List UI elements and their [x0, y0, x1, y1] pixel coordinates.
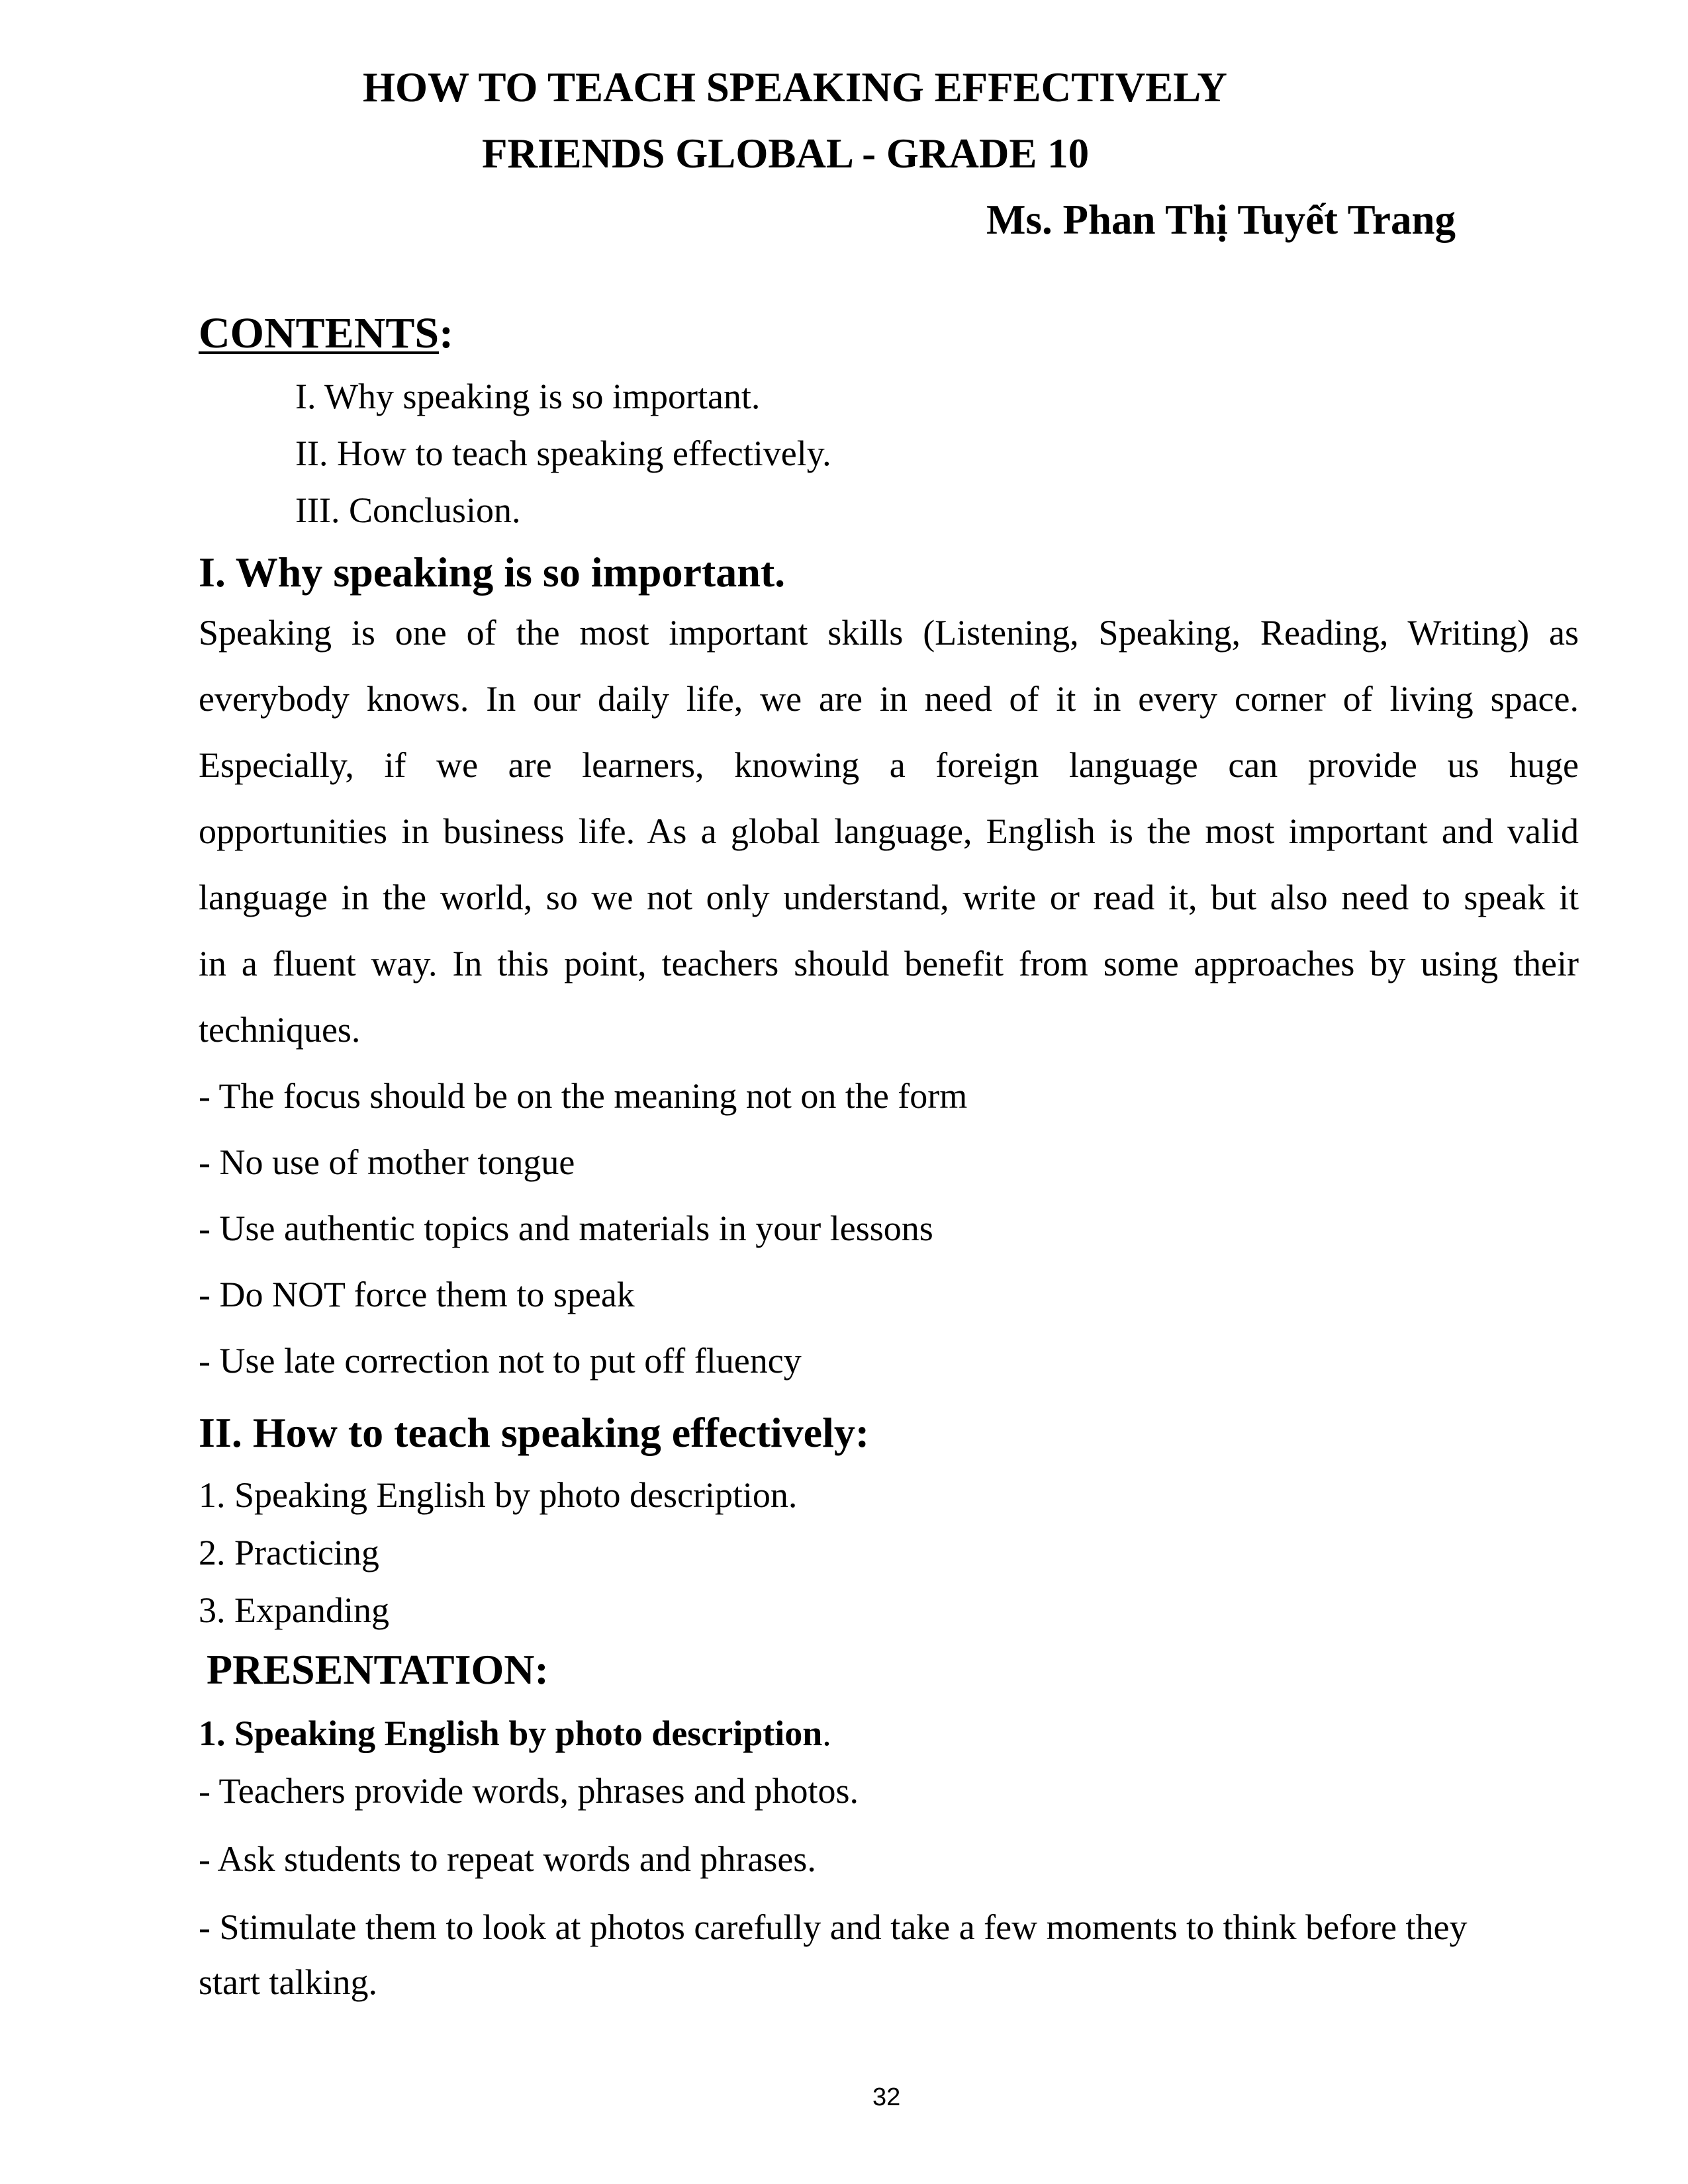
section-1-paragraph-line-1: Speaking is one of the most important skills (Listening, Speaking, Reading, Writing) as — [199, 613, 1579, 653]
presentation-step: - Ask students to repeat words and phrases. — [199, 1839, 816, 1879]
section-1-bullet: - The focus should be on the meaning not on the form — [199, 1076, 968, 1116]
page-number: 32 — [872, 2083, 901, 2111]
contents-heading — [199, 308, 453, 359]
section-1-paragraph-line-2: everybody knows. In our daily life, we are in need of it in every corner of living space. — [199, 679, 1579, 719]
section-1-bullet: - Use authentic topics and materials in your lessons — [199, 1208, 933, 1248]
presentation-heading: PRESENTATION: — [207, 1646, 549, 1693]
presentation-subheading — [199, 1713, 831, 1754]
presentation-step: - Teachers provide words, phrases and photos. — [199, 1771, 859, 1811]
section-2-heading: II. How to teach speaking effectively: — [199, 1409, 870, 1456]
document-title: HOW TO TEACH SPEAKING EFFECTIVELY — [363, 64, 1227, 111]
contents-heading-text: CONTENTS — [199, 309, 440, 357]
section-1-bullet: - Use late correction not to put off fluency — [199, 1341, 802, 1381]
document-subtitle: FRIENDS GLOBAL - GRADE 10 — [482, 130, 1090, 177]
toc-item-1: I. Why speaking is so important. — [295, 377, 761, 416]
presentation-subheading-text: 1. Speaking English by photo description — [199, 1713, 823, 1753]
section-2-item-3: 3. Expanding — [199, 1590, 389, 1630]
section-1-bullet: - No use of mother tongue — [199, 1142, 575, 1182]
presentation-subheading-period: . — [822, 1713, 831, 1753]
section-1-paragraph-line-4: opportunities in business life. As a global language, English is the most important and valid — [199, 811, 1579, 851]
section-1-paragraph-line-3: Especially, if we are learners, knowing a foreign language can provide us huge — [199, 745, 1579, 785]
section-1-bullet: - Do NOT force them to speak — [199, 1275, 635, 1314]
section-1-paragraph-line-5: language in the world, so we not only understand, write or read it, but also need to speak it — [199, 878, 1579, 917]
section-1-paragraph-line-6: in a fluent way. In this point, teachers should benefit from some approaches by using their — [199, 944, 1579, 983]
section-1-heading: I. Why speaking is so important. — [199, 549, 786, 596]
section-1-paragraph-line-7: techniques. — [199, 1010, 361, 1050]
toc-item-3: III. Conclusion. — [295, 490, 521, 530]
section-2-item-2: 2. Practicing — [199, 1533, 379, 1572]
presentation-step: start talking. — [199, 1962, 377, 2002]
presentation-step: - Stimulate them to look at photos carefully and take a few moments to think before they — [199, 1907, 1468, 1947]
author-name: Ms. Phan Thị Tuyết Trang — [986, 197, 1456, 243]
toc-item-2: II. How to teach speaking effectively. — [295, 433, 831, 473]
section-2-item-1: 1. Speaking English by photo description. — [199, 1475, 798, 1515]
contents-heading-colon: : — [439, 309, 454, 357]
